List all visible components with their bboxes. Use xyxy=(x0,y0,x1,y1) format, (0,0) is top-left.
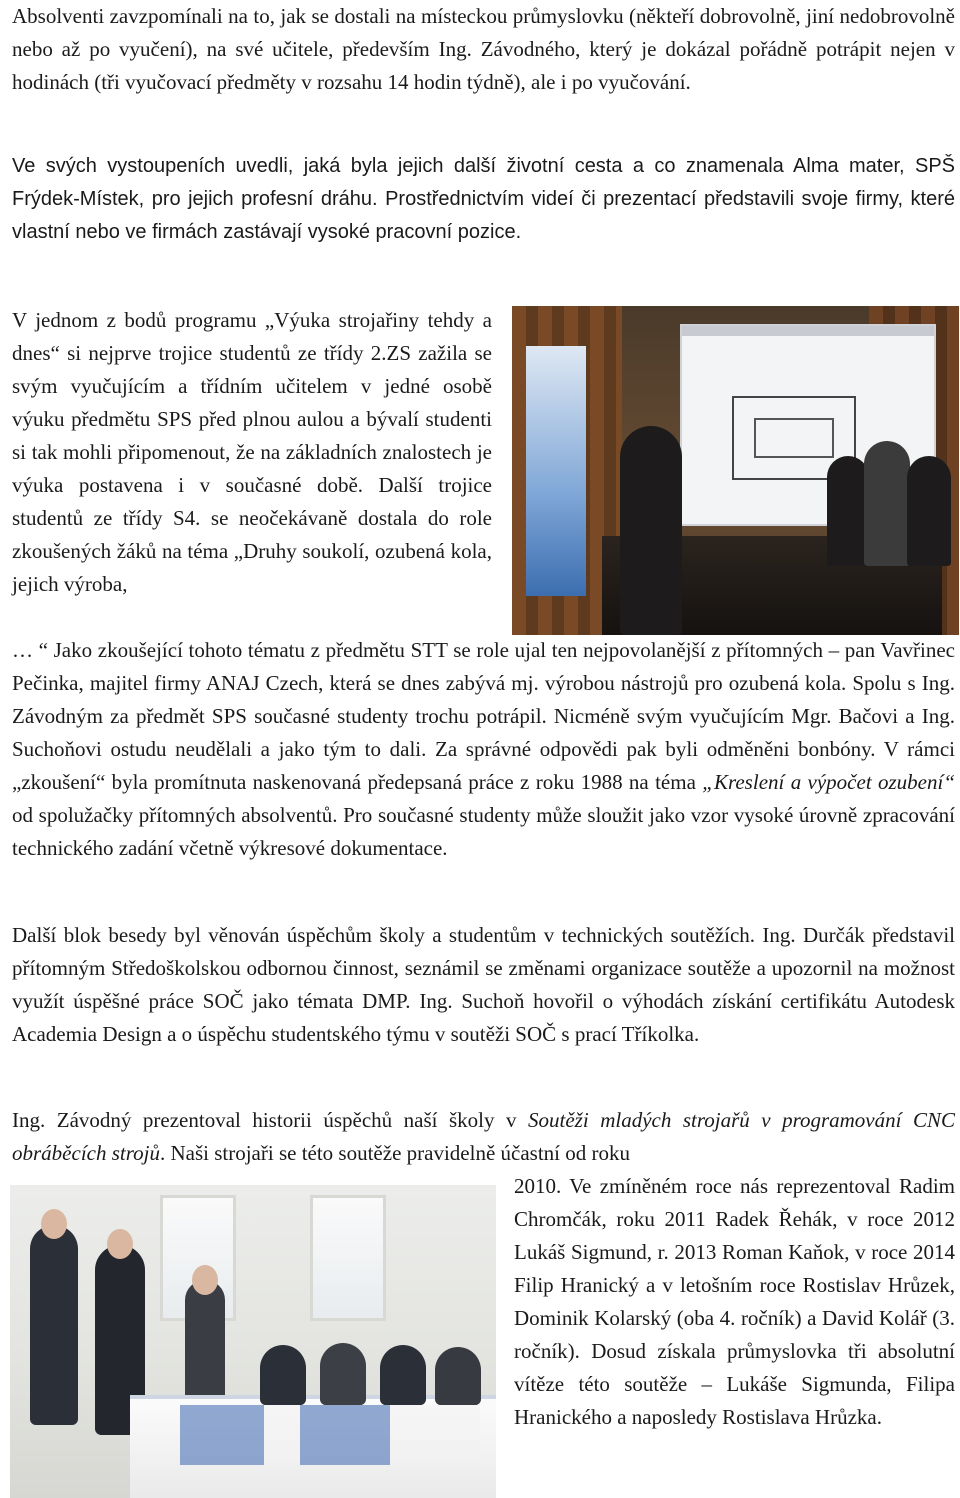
window xyxy=(310,1195,386,1321)
teacher-figure xyxy=(620,426,682,635)
student-figure xyxy=(907,456,951,566)
student-figure xyxy=(864,441,910,566)
presentation-photo xyxy=(512,306,959,635)
paragraph-competitions: Další blok besedy byl věnován úspěchům školy a studentům v technických soutěžích. Ing. Durčák představil přítomným Středoškolskou odbornou činnost, seznámil se změnami organizace soutěže a upozornil na možnost využít úspěšné práce SOČ jako témata DMP. Ing. Suchoň hovořil o výhodách získání certifikátu Autodesk Academia Design a o úspěchu studentského týmu v soutěži SOČ s prací Tříkolka. xyxy=(12,923,955,1046)
paragraph-alumni-memories: Absolventi zavzpomínali na to, jak se dostali na místeckou průmyslovku (někteří dobrovolně, jiní nedobrovolně nebo až po vyučení), na své učitele, především Ing. Závodného, který je dokázal pořádně potrápit nejen v hodinách (tři vyučovací předměty v rozsahu 14 hodin týdně), ale i po vyučování. xyxy=(12,4,955,94)
student-figure xyxy=(30,1225,78,1425)
guest-figure xyxy=(435,1347,481,1405)
student-figure xyxy=(827,456,869,566)
tablecloth xyxy=(180,1405,480,1465)
guest-figure xyxy=(320,1343,366,1405)
guest-figure xyxy=(260,1345,306,1405)
guest-figure xyxy=(380,1345,426,1405)
paragraph-careers: Ve svých vystoupeních uvedli, jaká byla jejich další životní cesta a co znamenala Alma mater, SPŠ Frýdek-Místek, pro jejich profesní dráhu. Prostřednictvím videí či prezentací představili svoje firmy, které vlastní nebo ve firmách zastávají vysoké pracovní pozice. xyxy=(12,155,955,243)
paragraph-teaching-program: V jednom z bodů programu „Výuka strojařiny tehdy a dnes“ si nejprve trojice studentů ze třídy 2.ZS zažila se svým vyučujícím a třídním učitelem v jedné osobě výuku předmětu SPS před plnou aulou a bývalí studenti si tak mohli připomenout, že na základních znalostech je výuka postavena i v současné době. Další trojice studentů ze třídy S4. se neočekávaně dostala do role zkoušených žáků na téma „Druhy soukolí, ozubená kola, jejich výroba, xyxy=(12,308,492,596)
guests-table-photo xyxy=(10,1185,496,1498)
paragraph-examination: … “ Jako zkoušející tohoto tématu z předmětu STT se role ujal ten nejpovolanější z přítomných – pan Vavřinec Pečinka, majitel firmy ANAJ Czech, která se dnes zabývá mj. výrobou nástrojů pro ozubená kola. Spolu s Ing. Závodným za předmět SPS současné studenty trochu potrápil. Nicméně svým vyučujícím Mgr. Bačovi a Ing. Suchoňovi ostudu neudělali a jako tým to dali. Za správné odpovědi pak byli odměněni bonbóny. V rámci „zkoušení“ byla promítnuta naskenovaná předepsaná práce z roku 1988 na téma „Kreslení a výpočet ozubení“ od spolužačky přítomných absolventů. Pro současné studenty může sloužit jako vzor vysoké úrovně zpracování technického zadání včetně výkresové dokumentace. xyxy=(12,638,956,860)
paragraph-cnc-history: Ing. Závodný prezentoval historii úspěchů naší školy v Soutěži mladých strojařů v programování CNC obráběcích strojů. Naši strojaři se této soutěže pravidelně účastní od roku xyxy=(12,1108,955,1165)
paragraph-cnc-winners: 2010. Ve zmíněném roce nás reprezentoval Radim Chromčák, roku 2011 Radek Řehák, v roce 2012 Lukáš Sigmund, r. 2013 Roman Kaňok, v roce 2014 Filip Hranický a v letošním roce Rostislav Hrůzek, Dominik Kolarský (oba 4. ročník) a David Kolář (3. ročník). Dosud získala průmyslovka tři absolutní vítěze této soutěže – Lukáše Sigmunda, Filipa Hranického a naposledy Rostislava Hrůzka. xyxy=(514,1174,955,1429)
school-banner xyxy=(526,346,586,596)
